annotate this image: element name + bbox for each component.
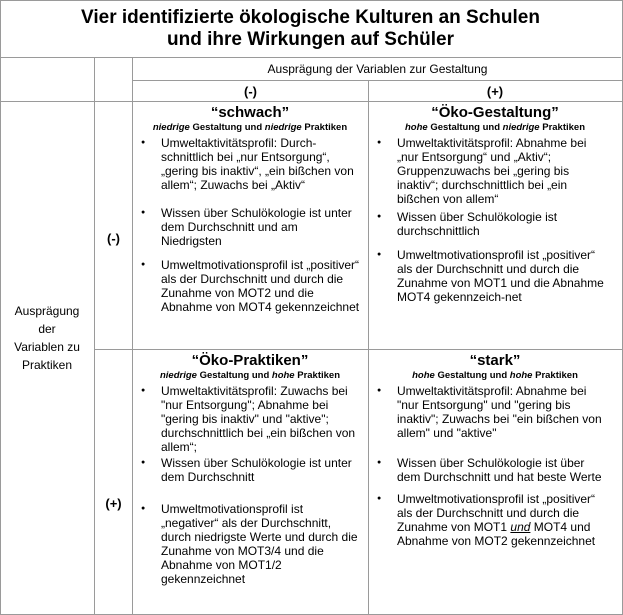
row-label-line: der — [38, 322, 56, 336]
bullet-knowledge: ● Wissen über Schulökologie ist unter dem Durchschnitt und am Niedrigsten — [133, 206, 361, 248]
row-label-line: Variablen zu — [14, 340, 80, 354]
row-label-line: Ausprägung — [14, 304, 80, 318]
row-minus-label: (-) — [107, 231, 120, 246]
subtitle-text: Gestaltung und — [189, 122, 265, 133]
grid-line — [94, 58, 95, 614]
bullet-motivation: ● Umweltmotivationsprofil ist „negativer“ als der Durchschnitt, durch niedrigste Werte und durch die Zunahme von MOT3/4 und die Abnahme von MOT1/2 gekennzeichnet — [133, 502, 361, 586]
subtitle-text: Gestaltung und — [434, 370, 510, 381]
quadrant-subtitle — [369, 370, 621, 382]
subtitle-text: Praktiken — [539, 122, 586, 133]
bullet-list — [133, 136, 367, 314]
grid-line — [0, 101, 622, 102]
grid-line — [94, 349, 622, 350]
title-line-2: und ihre Wirkungen auf Schüler — [167, 29, 454, 50]
subtitle-emph: niedrige — [502, 122, 540, 133]
subtitle-text: Praktiken — [301, 122, 348, 133]
bullet-list — [369, 136, 621, 304]
bullet-motivation — [369, 492, 607, 548]
subtitle-emph: hohe — [509, 370, 533, 381]
row-label-praktiken: Praktiken — [21, 358, 73, 372]
subtitle-emph: niedrige — [152, 122, 190, 133]
bullet-motivation: ● Umweltmotivationsprofil ist „positiver“ als der Durchschnitt und durch die Zunahme von MOT1 und die Abnahme MOT4 gekennzeich-net — [369, 248, 607, 304]
subtitle-emph: niedrige — [159, 370, 197, 381]
column-plus-label: (+) — [486, 84, 504, 99]
bullet-knowledge: ● Wissen über Schulökologie ist durchschnittlich — [369, 210, 607, 238]
subtitle-emph: hohe — [271, 370, 295, 381]
quadrant-title: “Öko-Praktiken” — [191, 352, 309, 369]
quadrant-subtitle — [133, 122, 367, 134]
bullet-activity: ● Umweltaktivitätsprofil: Durch-schnittlich bei „nur Entsorgung“, „gering bis inaktiv“, „ein bißchen von allem“; Zuwachs bei „Aktiv“ — [133, 136, 361, 192]
bullet-motivation: ● Umweltmotivationsprofil ist „positiver“ als der Durchschnitt und durch die Zunahme von MOT2 und die Abnahme von MOT4 gekennzeichnet — [133, 258, 361, 314]
subtitle-emph: niedrige — [264, 122, 302, 133]
page-title — [0, 0, 621, 58]
row-plus-label: (+) — [105, 496, 122, 511]
subtitle-text: Praktiken — [294, 370, 341, 381]
bullet-knowledge: ● Wissen über Schulökologie ist über dem Durchschnitt und hat beste Werte — [369, 456, 607, 484]
subtitle-emph: hohe — [412, 370, 435, 381]
quadrant-subtitle — [369, 122, 621, 134]
quadrant-title: “schwach” — [210, 104, 290, 121]
bullet-list — [133, 384, 367, 586]
bullet-activity: ● Umweltaktivitätsprofil: Zuwachs bei "nur Entsorgung"; Abnahme bei "gering bis inaktiv" und "aktive"; durchschnittlich bei „ein bißchen von allem“; — [133, 384, 361, 454]
quadrant-title: “Öko-Gestaltung” — [431, 104, 559, 121]
motivation-text: Umweltmotivationsprofil ist „positiver“ als der Durchschnitt und durch die Zunahme von MOT1 — [397, 492, 596, 534]
subtitle-text: Praktiken — [532, 370, 578, 381]
grid-line — [132, 80, 622, 81]
quadrant-schwach — [133, 104, 367, 348]
column-minus-label: (-) — [244, 84, 257, 99]
bullet-activity: ● Umweltaktivitätsprofil: Abnahme bei „nur Entsorgung“ und „Aktiv“; Gruppenzuwachs bei „gering bis inaktiv“; durchschnittlich bei „ein bißchen von allem“ — [369, 136, 607, 206]
quadrant-oeko-praktiken — [133, 352, 367, 612]
quadrant-subtitle — [133, 370, 367, 382]
bullet-knowledge: ● Wissen über Schulökologie ist unter dem Durchschnitt — [133, 456, 361, 484]
bullet-activity: ● Umweltaktivitätsprofil: Abnahme bei "nur Entsorgung" und "gering bis inaktiv"; Zuwachs bei "ein bißchen von allem" und "aktive" — [369, 384, 607, 440]
subtitle-emph: hohe — [404, 122, 428, 133]
subtitle-text: Gestaltung und — [427, 122, 503, 133]
motivation-emph: und — [510, 520, 531, 534]
quadrant-oeko-gestaltung — [369, 104, 621, 348]
quadrant-title: “stark” — [469, 352, 521, 369]
title-line-1: Vier identifizierte ökologische Kulturen an Schulen — [81, 7, 540, 28]
subtitle-text: Gestaltung und — [196, 370, 272, 381]
quadrant-stark — [369, 352, 621, 612]
motivation-text: MOT4 und Abnahme von MOT2 gekennzeichnet — [397, 520, 596, 548]
bullet-list — [369, 384, 621, 548]
gestaltung-header: Ausprägung der Variablen zur Gestaltung — [267, 62, 488, 76]
row-variable-label — [0, 302, 94, 354]
